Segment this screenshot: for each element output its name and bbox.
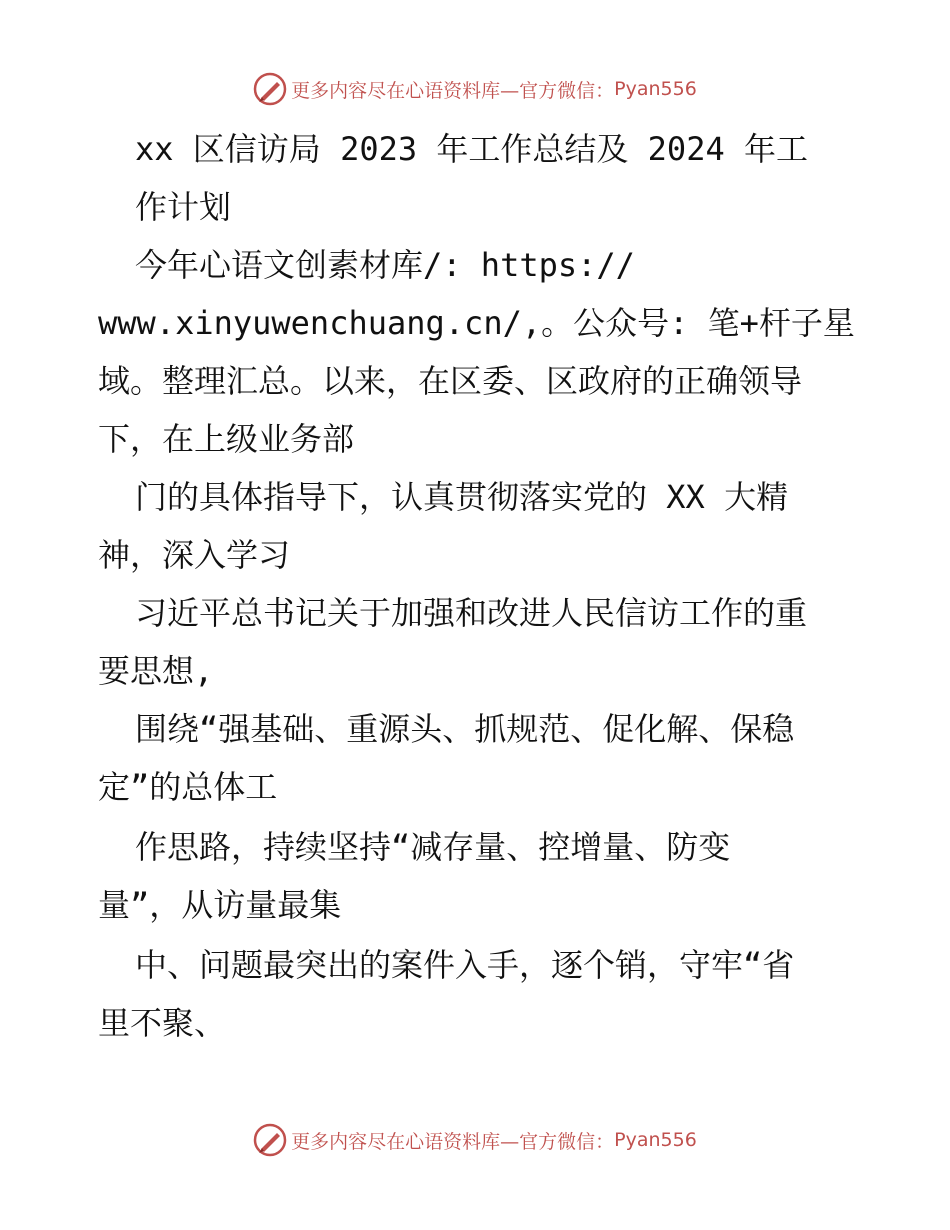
doc-line: 门的具体指导下，认真贯彻落实党的 XX 大精 — [135, 478, 789, 516]
doc-line: 作计划 — [135, 188, 232, 226]
feather-pen-logo-icon — [253, 72, 287, 106]
doc-line: 中、问题最突出的案件入手，逐个销，守牢“省 — [135, 946, 795, 984]
doc-line: 下，在上级业务部 — [98, 420, 355, 458]
doc-line: 定”的总体工 — [98, 768, 278, 806]
doc-line: 神，深入学习 — [98, 536, 291, 574]
doc-line: 里不聚、 — [98, 1004, 227, 1042]
wechat-account: Pyan556 — [614, 1129, 697, 1151]
doc-line: www.xinyuwenchuang.cn/,。公众号: 笔+杆子星 — [98, 304, 855, 342]
footer-banner — [0, 1123, 950, 1157]
feather-pen-logo-icon — [253, 1123, 287, 1157]
doc-line: 今年心语文创素材库/: https:// — [135, 246, 635, 284]
doc-line: 域。整理汇总。以来，在区委、区政府的正确领导 — [98, 362, 803, 400]
doc-line: 作思路，持续坚持“减存量、控增量、防变 — [135, 828, 731, 866]
doc-line: 要思想, — [98, 652, 214, 690]
banner-text: 更多内容尽在心语资料库—官方微信： — [291, 79, 615, 102]
banner-text: 更多内容尽在心语资料库—官方微信： — [291, 1130, 615, 1153]
doc-line: 围绕“强基础、重源头、抓规范、促化解、保稳 — [135, 710, 795, 748]
doc-line: 习近平总书记关于加强和改进人民信访工作的重 — [135, 594, 808, 632]
doc-line: 量”，从访量最集 — [98, 886, 342, 924]
header-banner — [0, 72, 950, 106]
wechat-account: Pyan556 — [614, 78, 697, 100]
doc-line: xx 区信访局 2023 年工作总结及 2024 年工 — [135, 130, 808, 168]
